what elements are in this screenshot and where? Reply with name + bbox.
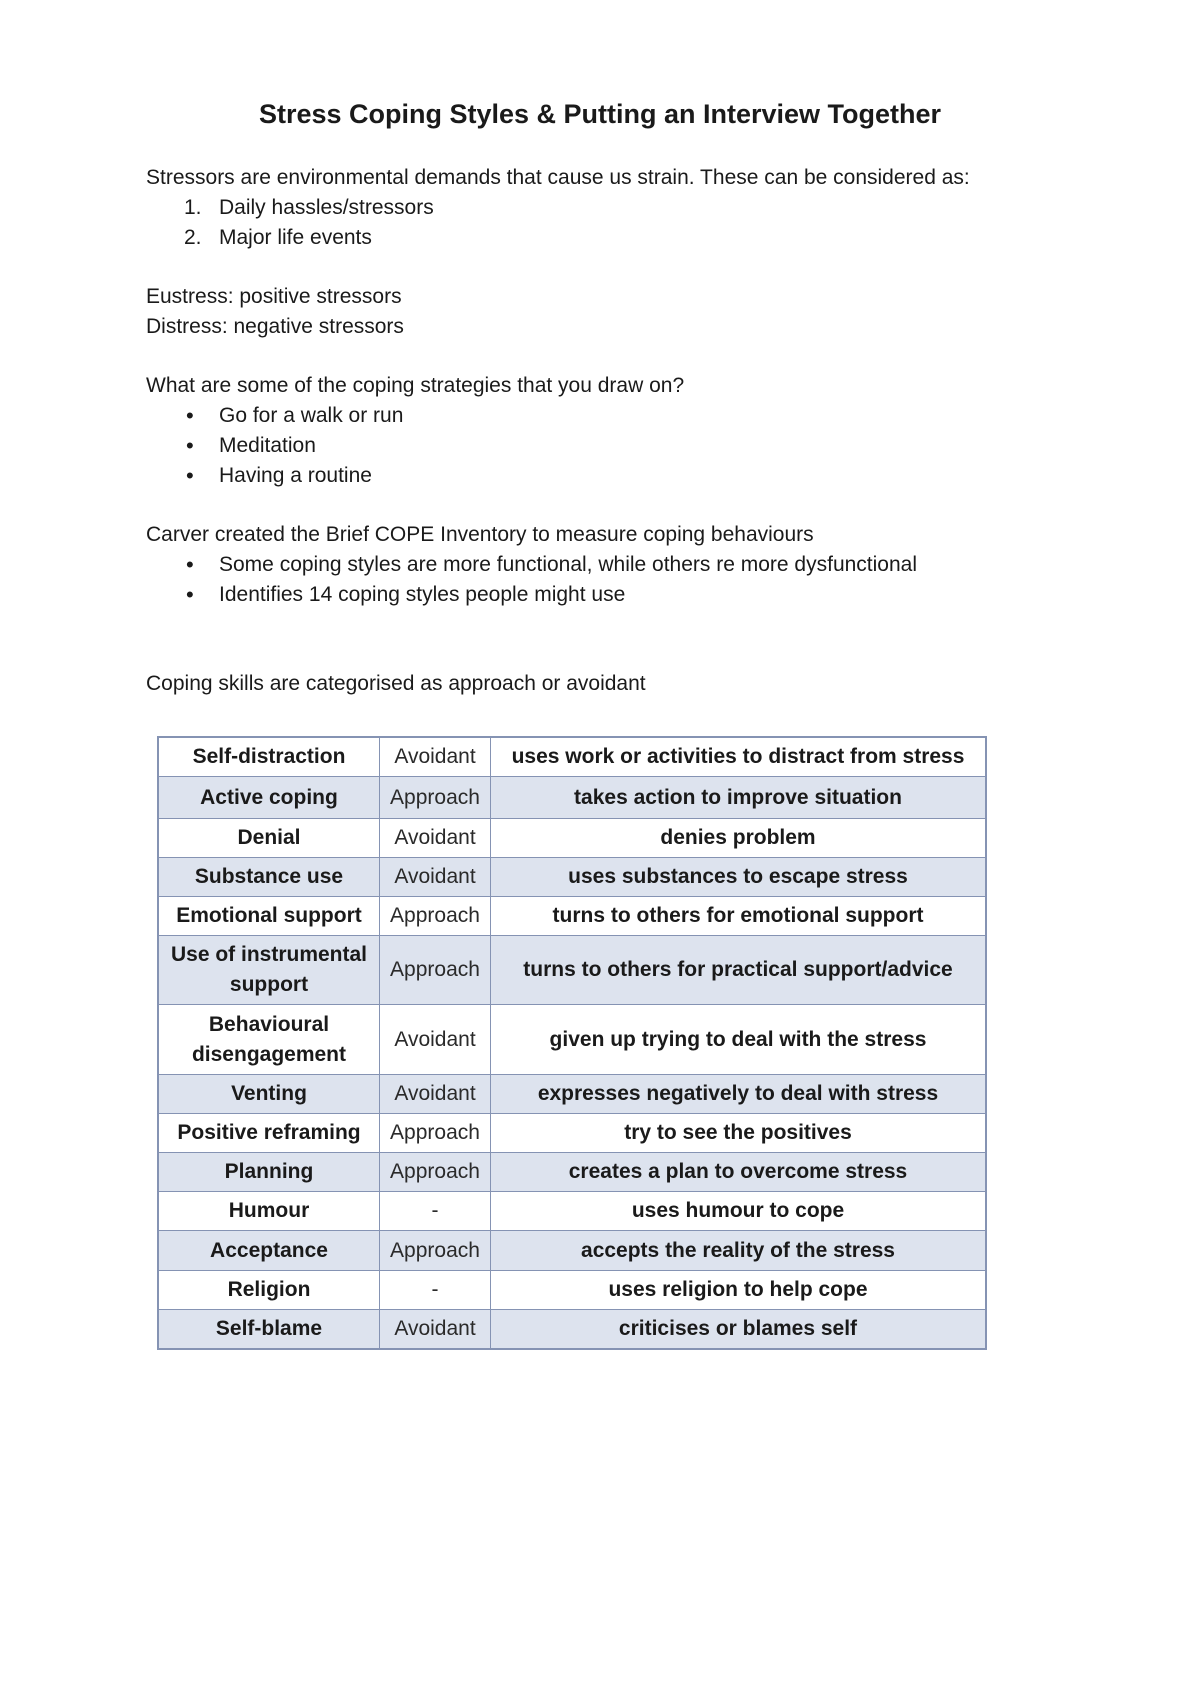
coping-style-cell: Acceptance [158, 1231, 380, 1271]
bullet-icon: • [186, 463, 194, 488]
coping-type-cell: Avoidant [380, 1075, 491, 1114]
table-row [158, 1310, 986, 1350]
coping-type-cell: Approach [380, 936, 491, 1005]
coping-description-cell: given up trying to deal with the stress [491, 1005, 987, 1075]
coping-type-cell: Approach [380, 1153, 491, 1192]
distress-text: Distress: negative stressors [146, 315, 404, 338]
coping-description-cell: turns to others for emotional support [491, 897, 987, 936]
strategies-list [146, 401, 403, 491]
coping-description-cell: turns to others for practical support/advice [491, 936, 987, 1005]
bullet-icon: • [186, 552, 194, 577]
table-row [158, 1005, 986, 1075]
coping-styles-table [157, 736, 987, 1350]
list-item [146, 550, 917, 580]
coping-type-cell: - [380, 1271, 491, 1310]
list-number: 2. [184, 226, 202, 249]
coping-description-cell: denies problem [491, 819, 987, 858]
eustress-text: Eustress: positive stressors [146, 285, 402, 308]
table-row [158, 1153, 986, 1192]
coping-style-cell: Substance use [158, 858, 380, 897]
coping-style-cell: Use of instrumental support [158, 936, 380, 1005]
coping-style-cell: Humour [158, 1192, 380, 1231]
coping-type-cell: Avoidant [380, 737, 491, 777]
coping-description-cell: accepts the reality of the stress [491, 1231, 987, 1271]
carver-points-list [146, 550, 917, 610]
stressor-types-list [146, 193, 434, 253]
page-title: Stress Coping Styles & Putting an Interview Together [258, 99, 942, 129]
coping-type-cell: Approach [380, 1231, 491, 1271]
table-row [158, 1192, 986, 1231]
coping-style-cell: Denial [158, 819, 380, 858]
list-number: 1. [184, 196, 202, 219]
coping-description-cell: expresses negatively to deal with stress [491, 1075, 987, 1114]
coping-description-cell: criticises or blames self [491, 1310, 987, 1350]
coping-type-cell: Avoidant [380, 858, 491, 897]
coping-type-cell: Approach [380, 777, 491, 819]
table-row [158, 1271, 986, 1310]
list-item-text: Having a routine [219, 464, 372, 487]
list-item [146, 223, 434, 253]
list-item [146, 431, 403, 461]
coping-description-cell: uses religion to help cope [491, 1271, 987, 1310]
bullet-icon: • [186, 433, 194, 458]
table-row [158, 897, 986, 936]
coping-style-cell: Positive reframing [158, 1114, 380, 1153]
list-item [146, 580, 917, 610]
coping-description-cell: try to see the positives [491, 1114, 987, 1153]
table-row [158, 858, 986, 897]
list-item [146, 193, 434, 223]
bullet-icon: • [186, 582, 194, 607]
carver-text: Carver created the Brief COPE Inventory to measure coping behaviours [146, 523, 814, 546]
coping-description-cell: uses work or activities to distract from stress [491, 737, 987, 777]
coping-description-cell: uses humour to cope [491, 1192, 987, 1231]
coping-style-cell: Venting [158, 1075, 380, 1114]
coping-style-cell: Planning [158, 1153, 380, 1192]
list-item [146, 401, 403, 431]
table-row [158, 777, 986, 819]
categorised-text: Coping skills are categorised as approach or avoidant [146, 672, 646, 695]
coping-style-cell: Active coping [158, 777, 380, 819]
table-row [158, 1231, 986, 1271]
coping-style-cell: Self-blame [158, 1310, 380, 1350]
list-item-text: Meditation [219, 434, 316, 457]
coping-style-cell: Self-distraction [158, 737, 380, 777]
coping-style-cell: Behavioural disengagement [158, 1005, 380, 1075]
coping-style-cell: Religion [158, 1271, 380, 1310]
coping-type-cell: Approach [380, 1114, 491, 1153]
coping-type-cell: Avoidant [380, 1310, 491, 1350]
list-item-text: Some coping styles are more functional, while others re more dysfunctional [219, 553, 918, 576]
strategies-question: What are some of the coping strategies that you draw on? [146, 374, 685, 397]
intro-text: Stressors are environmental demands that cause us strain. These can be considered as: [146, 166, 970, 189]
coping-type-cell: Approach [380, 897, 491, 936]
coping-style-cell: Emotional support [158, 897, 380, 936]
table-row [158, 1075, 986, 1114]
table-row [158, 1114, 986, 1153]
list-item-text: Identifies 14 coping styles people might use [219, 583, 626, 606]
coping-description-cell: creates a plan to overcome stress [491, 1153, 987, 1192]
coping-description-cell: uses substances to escape stress [491, 858, 987, 897]
list-item-text: Major life events [219, 226, 372, 249]
table-row [158, 936, 986, 1005]
list-item-text: Daily hassles/stressors [219, 196, 434, 219]
list-item-text: Go for a walk or run [219, 404, 404, 427]
coping-type-cell: - [380, 1192, 491, 1231]
table-row [158, 737, 986, 777]
coping-type-cell: Avoidant [380, 1005, 491, 1075]
coping-type-cell: Avoidant [380, 819, 491, 858]
list-item [146, 461, 403, 491]
coping-description-cell: takes action to improve situation [491, 777, 987, 819]
table-row [158, 819, 986, 858]
bullet-icon: • [186, 403, 194, 428]
